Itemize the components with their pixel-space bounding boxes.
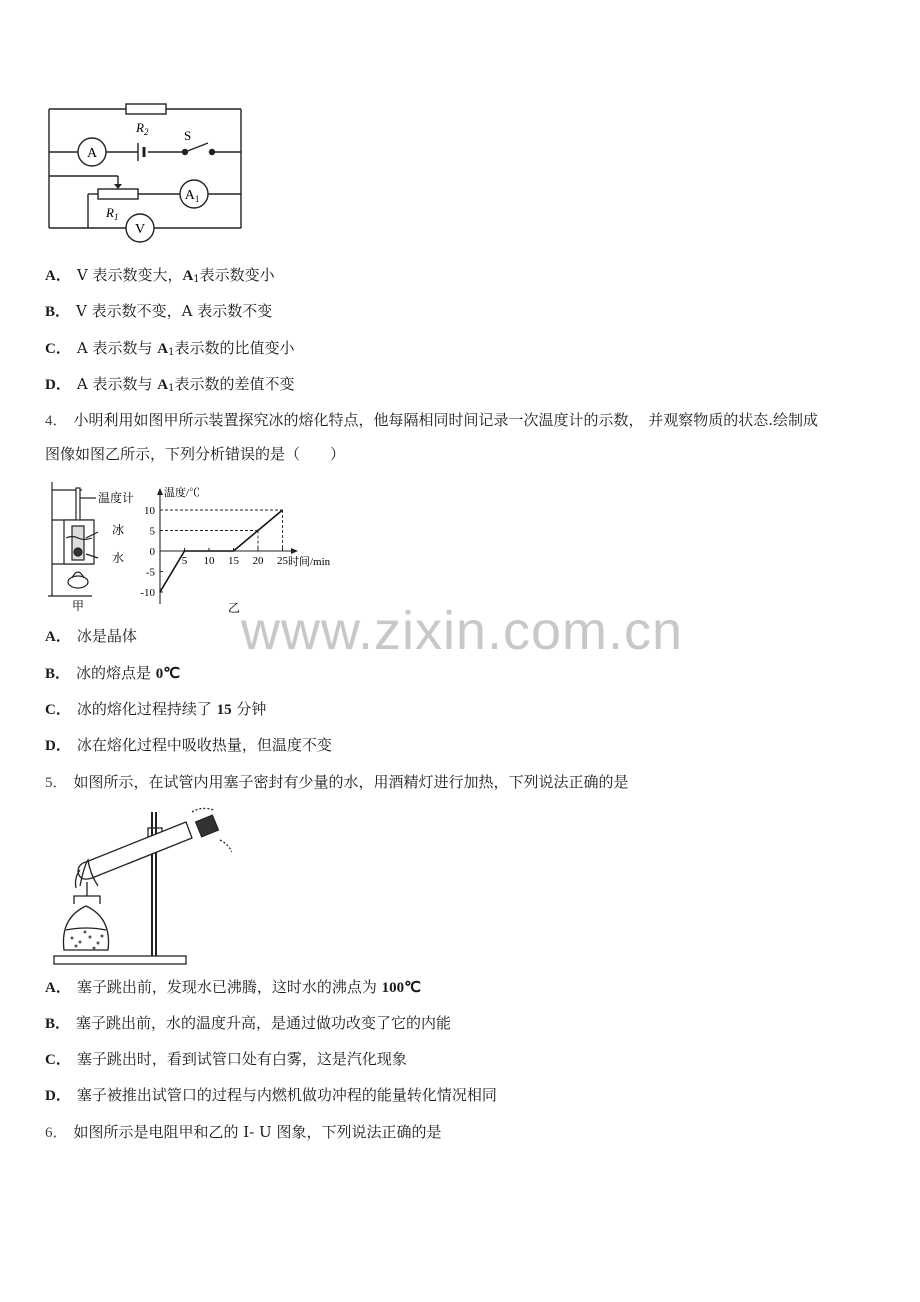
q3-option-d: D． A 表示数与 $A_1$表示数的差值不变 <box>45 375 295 394</box>
thermometer-label: 温度计 <box>98 491 135 505</box>
switch-label: S <box>184 128 192 143</box>
temperature-time-chart <box>136 482 346 617</box>
q5-option-d: D． 塞子被推出试管口的过程与内燃机做功冲程的能量转化情况相同 <box>45 1086 497 1104</box>
voltmeter-label: V <box>134 222 146 237</box>
q4-option-c: C． 冰的熔化过程持续了 15 分钟 <box>45 700 267 718</box>
circuit-diagram <box>40 100 250 245</box>
ammeter-a-label: A <box>86 146 98 161</box>
q5-option-b: B． 塞子跳出前，水的温度升高，是通过做功改变了它的内能 <box>45 1014 452 1032</box>
chart-caption: 乙 <box>228 601 241 615</box>
chart-y-tick-label: -10 <box>140 587 155 599</box>
ice-label: 冰 <box>112 523 125 537</box>
q4-option-b: B． 冰的熔点是 0℃ <box>45 664 181 682</box>
r2-label: $R_2$ <box>136 120 149 137</box>
chart-x-tick-label: 10 <box>203 555 215 567</box>
q4-stem-line2: 图像如图乙所示，下列分析错误的是（ ） <box>45 445 346 463</box>
q3-option-c: C． A 表示数与 $A_1$表示数的比值变小 <box>45 339 295 358</box>
q5-stem: 5． 如图所示，在试管内用塞子密封有少量的水，用酒精灯进行加热，下列说法正确的是 <box>45 773 629 791</box>
chart-y-tick-label: 0 <box>149 546 155 558</box>
q4-option-d: D． 冰在熔化过程中吸收热量，但温度不变 <box>45 736 332 754</box>
chart-y-tick-label: -5 <box>145 566 155 579</box>
q4-stem-line1: 4． 小明利用如图甲所示装置探究冰的熔化特点，他每隔相同时间记录一次温度计的示数， 并观察物质的状态.绘制成 <box>45 411 819 429</box>
chart-y-label: 温度/℃ <box>164 487 201 499</box>
water-label: 水 <box>112 551 125 565</box>
ammeter-a1-label: $A_1$ <box>184 188 200 204</box>
q3-option-a: A． V 表示数变大，$A_1$表示数变小 <box>45 266 275 285</box>
r1-label: $R_1$ <box>106 205 119 222</box>
chart-x-label: 时间/min <box>288 556 331 568</box>
chart-x-tick-label: 5 <box>181 555 188 567</box>
chart-y-tick-label: 5 <box>149 525 155 538</box>
q4-option-a: A． 冰是晶体 <box>45 627 137 645</box>
chart-y-tick-label: 10 <box>144 505 155 517</box>
q3-option-b: B． V 表示数不变，A 表示数不变 <box>45 302 273 320</box>
q6-stem: 6． 如图所示是电阻甲和乙的 I- U 图象，下列说法正确的是 <box>45 1123 442 1141</box>
watermark: www.zixin.com.cn <box>240 601 684 661</box>
chart-x-tick-label: 15 <box>228 555 239 567</box>
melting-apparatus-figure <box>42 478 147 613</box>
chart-x-tick-label: 25 <box>277 555 288 567</box>
chart-x-tick-label: 20 <box>252 555 264 567</box>
q5-option-c: C． 塞子跳出时，看到试管口处有白雾，这是汽化现象 <box>45 1050 407 1068</box>
test-tube-heating-figure <box>52 800 232 970</box>
figure-jia-caption: 甲 <box>72 599 85 613</box>
q5-option-a: A． 塞子跳出前，发现水已沸腾，这时水的沸点为 100℃ <box>45 978 421 996</box>
